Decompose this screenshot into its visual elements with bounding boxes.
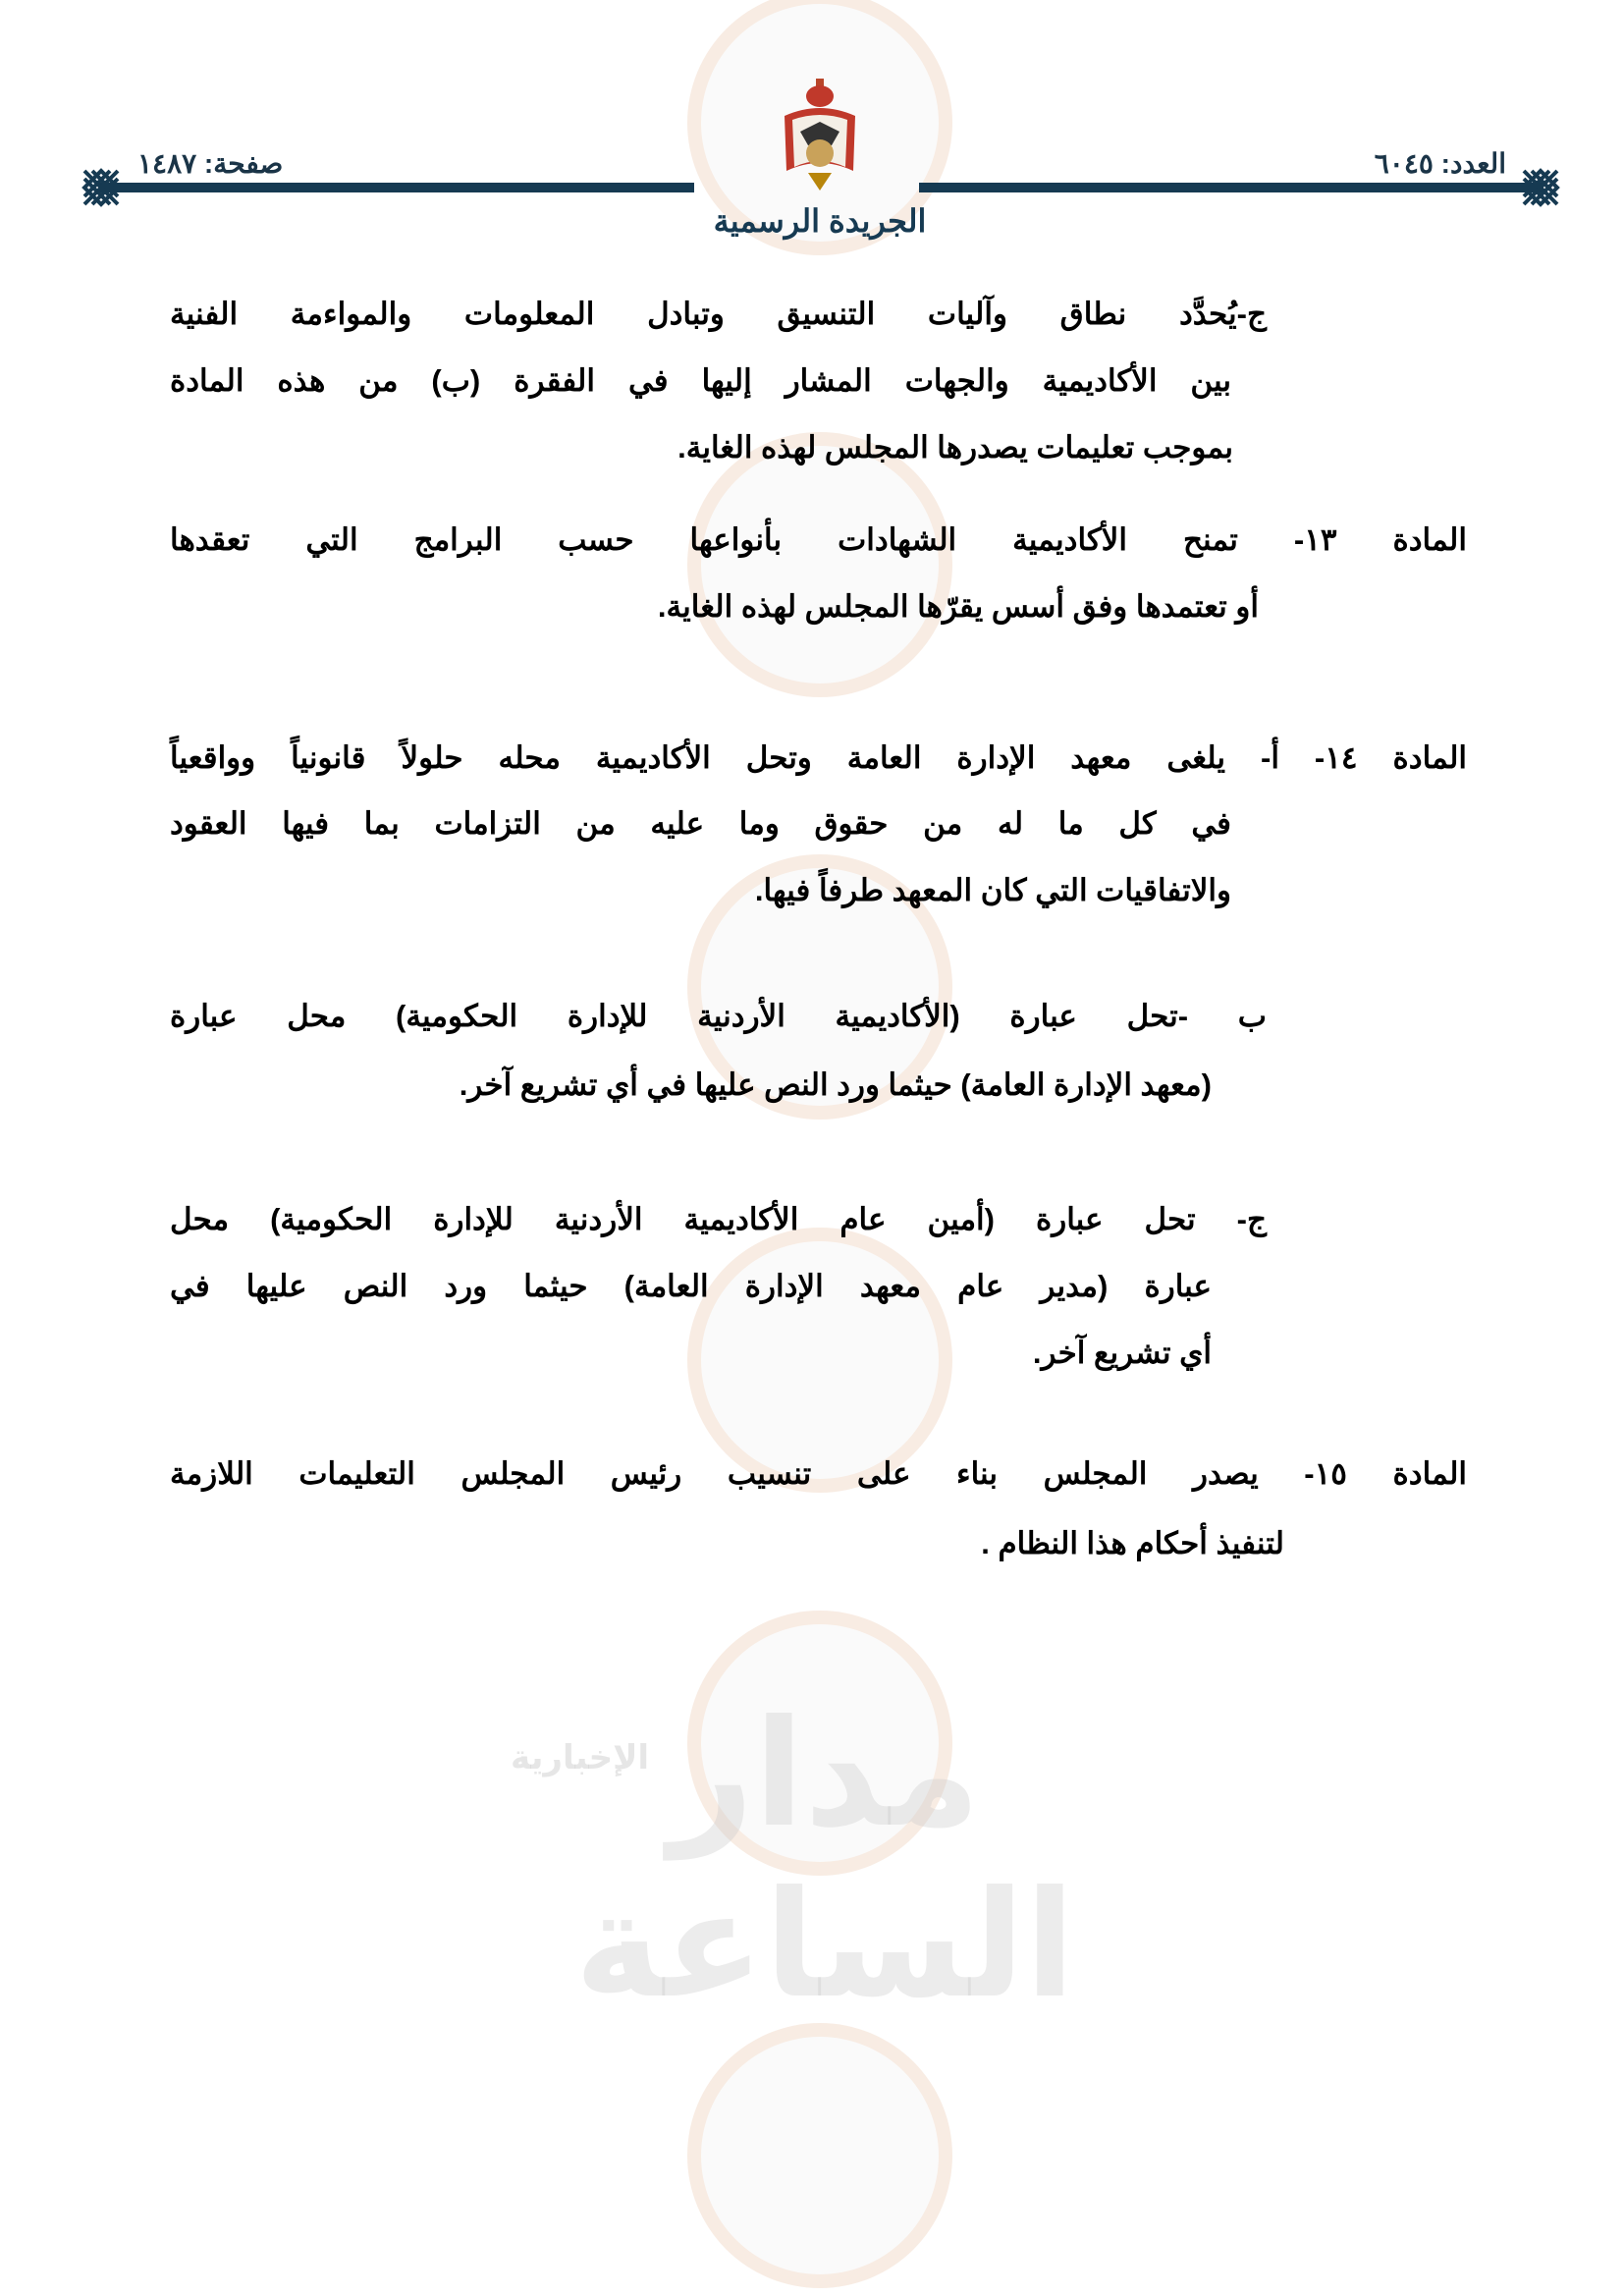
article-15-line: المادة ١٥- يصدر المجلس بناء على تنسيب رئيس المجلس التعليمات اللازمة — [170, 1456, 1468, 1491]
knot-ornament-icon — [1520, 167, 1561, 208]
article-14a-line: والاتفاقيات التي كان المعهد طرفاً فيها. — [754, 873, 1231, 907]
issue-number: العدد: ٦٠٤٥ — [1374, 148, 1506, 179]
paragraph-c-line: بموجب تعليمات يصدرها المجلس لهذه الغاية. — [677, 430, 1233, 465]
article-14c-line: ج- تحل عبارة (أمين عام الأكاديمية الأردنية للإدارة الحكومية) محل — [170, 1202, 1267, 1236]
article-14b-line: (معهد الإدارة العامة) حيثما ورد النص عليها في أي تشريع آخر. — [459, 1067, 1212, 1102]
watermark-subtext: الإخبارية — [511, 1738, 650, 1777]
paragraph-c-line: ج-يُحدَّد نطاق وآليات التنسيق وتبادل المعلومات والمواءمة الفنية — [170, 297, 1267, 331]
watermark-clock-icon — [687, 432, 952, 697]
watermark-text: مدار الساعة — [573, 1689, 1076, 2031]
watermark-clock-icon — [687, 2023, 952, 2288]
knot-ornament-icon — [81, 167, 122, 208]
header-rule-left — [98, 183, 694, 192]
header-rule-right — [919, 183, 1543, 192]
article-13-line: المادة ١٣- تمنح الأكاديمية الشهادات بأنواعها حسب البرامج التي تعقدها — [170, 522, 1467, 557]
coat-of-arms-emblem-icon — [771, 77, 869, 194]
gazette-title: الجريدة الرسمية — [713, 203, 927, 239]
article-14a-line: في كل ما له من حقوق وما عليه من التزامات بما فيها العقود — [170, 806, 1231, 841]
article-14c-line: أي تشريع آخر. — [1032, 1336, 1212, 1370]
page-number: صفحة: ١٤٨٧ — [137, 148, 284, 179]
watermark-clock-icon — [687, 1228, 952, 1493]
article-14b-line: ب -تحل عبارة (الأكاديمية الأردنية للإدارة الحكومية) محل عبارة — [170, 999, 1267, 1033]
paragraph-c-line: بين الأكاديمية والجهات المشار إليها في الفقرة (ب) من هذه المادة — [170, 363, 1231, 398]
article-15-line: لتنفيذ أحكام هذا النظام . — [981, 1526, 1284, 1560]
article-14a-line: المادة ١٤- أ- يلغى معهد الإدارة العامة وتحل الأكاديمية محله حلولاً قانونياً وواقعياً — [170, 740, 1467, 775]
article-13-line: أو تعتمدها وفق أسس يقرّها المجلس لهذه الغاية. — [657, 589, 1259, 624]
article-14c-line: عبارة (مدير عام معهد الإدارة العامة) حيثما ورد النص عليها في — [170, 1269, 1212, 1303]
